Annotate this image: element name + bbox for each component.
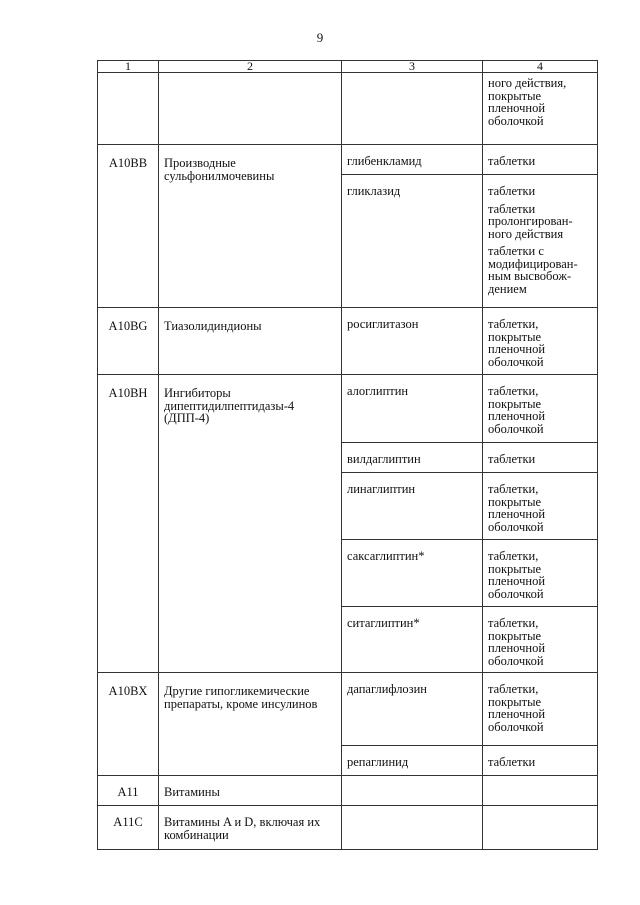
atc-code-cell: A10BX (98, 673, 159, 776)
drug-name-cell: линаглиптин (342, 473, 483, 540)
code-cell (98, 73, 159, 145)
drug-name-cell: саксаглиптин* (342, 540, 483, 607)
column-number-3: 3 (342, 61, 483, 73)
name-cell (159, 73, 342, 145)
atc-code-cell: A10BH (98, 375, 159, 673)
group-name-cell: Другие гипогликемические препараты, кроме инсулинов (159, 673, 342, 776)
dosage-form: таблетки (488, 184, 536, 198)
table-row (98, 375, 598, 443)
atc-code-cell: A10BG (98, 308, 159, 375)
atc-code-cell: A10BB (98, 145, 159, 308)
column-number-2: 2 (159, 61, 342, 73)
dosage-form-cell (483, 776, 598, 806)
table-row (98, 73, 598, 145)
drug-name-cell: глибенкламид (342, 145, 483, 175)
column-number-row (98, 61, 598, 73)
table-row (98, 806, 598, 850)
table-row (98, 673, 598, 746)
table-row (98, 776, 598, 806)
column-number-1: 1 (98, 61, 159, 73)
dosage-form: таблетки пролонгирован-ного действия (488, 201, 573, 241)
dosage-form-cell: таблетки (483, 145, 598, 175)
dosage-form-cell: таблетки, покрытые пленочной оболочкой (483, 607, 598, 673)
group-name-cell: Ингибиторы дипептидилпептидазы-4 (ДПП-4) (159, 375, 342, 673)
page-number: 9 (316, 30, 324, 45)
atc-code-cell: A11C (98, 806, 159, 850)
drug-name-cell: дапаглифлозин (342, 673, 483, 746)
dosage-form-cell: таблетки, покрытые пленочной оболочкой (483, 308, 598, 375)
table-row (98, 308, 598, 375)
column-number-4: 4 (483, 61, 598, 73)
drug-name-cell (342, 806, 483, 850)
dosage-form-cell: таблетки, покрытые пленочной оболочкой (483, 540, 598, 607)
dosage-form-cell (483, 175, 598, 308)
dosage-form-cell: таблетки (483, 443, 598, 473)
drug-classification-table (97, 60, 598, 850)
drug-name-cell: ситаглиптин* (342, 607, 483, 673)
drug-cell (342, 73, 483, 145)
group-name-cell: Тиазолидиндионы (159, 308, 342, 375)
drug-name-cell: гликлазид (342, 175, 483, 308)
table-row (98, 145, 598, 175)
drug-name-cell: росиглитазон (342, 308, 483, 375)
dosage-form-cell: таблетки, покрытые пленочной оболочкой (483, 473, 598, 540)
group-name-cell: Витамины (159, 776, 342, 806)
group-name-cell: Витамины A и D, включая их комбинации (159, 806, 342, 850)
group-name-cell: Производные сульфонилмочевины (159, 145, 342, 308)
atc-code-cell: A11 (98, 776, 159, 806)
dosage-form-cell: таблетки (483, 746, 598, 776)
dosage-form: таблетки с модифицирован-ным высвобож-дением (488, 244, 578, 296)
drug-name-cell: алоглиптин (342, 375, 483, 443)
dosage-form-cell (483, 806, 598, 850)
dosage-form-cell: таблетки, покрытые пленочной оболочкой (483, 673, 598, 746)
dosage-form-cell: ного действия, покрытые пленочной оболочкой (483, 73, 598, 145)
drug-name-cell: вилдаглиптин (342, 443, 483, 473)
dosage-form-cell: таблетки, покрытые пленочной оболочкой (483, 375, 598, 443)
drug-name-cell (342, 776, 483, 806)
drug-name-cell: репаглинид (342, 746, 483, 776)
